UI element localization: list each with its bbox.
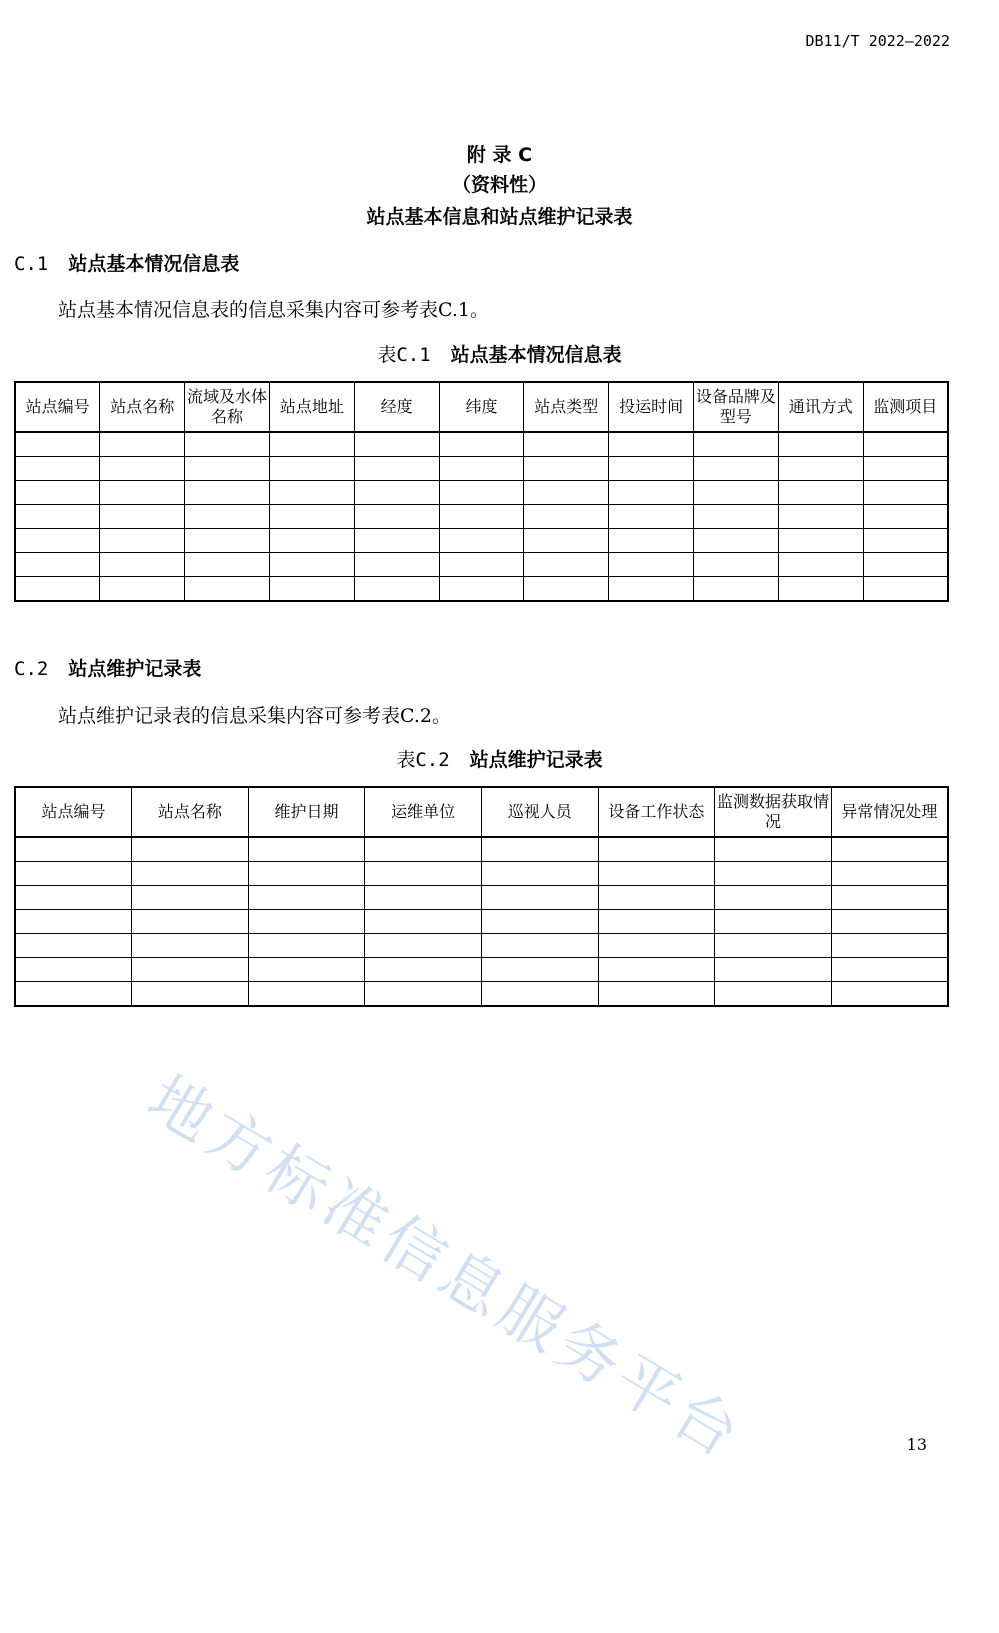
table-row [15, 529, 948, 553]
table-cell [185, 481, 270, 505]
table-cell [609, 432, 694, 457]
table-cell [715, 910, 832, 934]
table-cell [482, 886, 599, 910]
table-cell [185, 553, 270, 577]
table-cell [439, 481, 524, 505]
table-cell [15, 529, 100, 553]
table-cell [439, 529, 524, 553]
table-row [15, 910, 948, 934]
column-header: 监测项目 [863, 382, 948, 432]
table-cell [354, 505, 439, 529]
table-cell [863, 432, 948, 457]
column-header: 投运时间 [609, 382, 694, 432]
table-cell [365, 886, 482, 910]
column-header: 站点编号 [15, 382, 100, 432]
table-cell [248, 910, 365, 934]
table-cell [269, 457, 354, 481]
table-row [15, 577, 948, 602]
table-cell [482, 837, 599, 862]
table-cell [354, 432, 439, 457]
table-cell [609, 553, 694, 577]
page-number: 13 [906, 1435, 927, 1454]
table-cell [609, 457, 694, 481]
table-cell [248, 958, 365, 982]
table-cell [694, 481, 779, 505]
table-cell [831, 837, 948, 862]
table-cell [15, 432, 100, 457]
table-cell [609, 577, 694, 602]
table-cell [482, 910, 599, 934]
table-cell [269, 505, 354, 529]
column-header: 站点编号 [15, 787, 132, 837]
table-cell [15, 934, 132, 958]
table-cell [694, 553, 779, 577]
column-header: 运维单位 [365, 787, 482, 837]
table-cell [354, 529, 439, 553]
table-cell [598, 886, 715, 910]
table-cell [185, 457, 270, 481]
table-cell [694, 529, 779, 553]
table-cell [100, 432, 185, 457]
table-row [15, 982, 948, 1007]
table-cell [100, 457, 185, 481]
section-title: 站点维护记录表 [68, 658, 202, 680]
column-header: 异常情况处理 [831, 787, 948, 837]
section-number: C.1 [14, 253, 49, 275]
section-number: C.2 [14, 658, 49, 680]
table-cell [863, 553, 948, 577]
table-cell [831, 910, 948, 934]
column-header: 站点地址 [269, 382, 354, 432]
table-cell [365, 837, 482, 862]
table-title: 站点维护记录表 [469, 749, 603, 771]
column-header: 巡视人员 [482, 787, 599, 837]
table-cell [132, 934, 249, 958]
table-cell [831, 934, 948, 958]
table-cell [269, 577, 354, 602]
table-cell [132, 958, 249, 982]
table-cell [100, 577, 185, 602]
column-header: 监测数据获取情况 [715, 787, 832, 837]
section-paragraph-c1: 站点基本情况信息表的信息采集内容可参考表C.1。 [58, 299, 489, 321]
table-cell [15, 457, 100, 481]
table-cell [185, 529, 270, 553]
table-row [15, 934, 948, 958]
table-cell [269, 481, 354, 505]
section-paragraph-c2: 站点维护记录表的信息采集内容可参考表C.2。 [58, 705, 451, 727]
table-cell [439, 432, 524, 457]
table-cell [863, 505, 948, 529]
table-cell [524, 457, 609, 481]
table-cell [778, 577, 863, 602]
table-cell [524, 432, 609, 457]
table-cell [248, 862, 365, 886]
table-cell [354, 553, 439, 577]
table-cell [831, 886, 948, 910]
table-cell [132, 910, 249, 934]
table-cell [100, 529, 185, 553]
table-cell [354, 481, 439, 505]
table-cell [15, 982, 132, 1007]
table-cell [185, 432, 270, 457]
section-title: 站点基本情况信息表 [68, 253, 240, 275]
table-cell [778, 505, 863, 529]
table-cell [524, 505, 609, 529]
table-cell [524, 577, 609, 602]
table-code: 表C.2 [396, 749, 450, 771]
table-row [15, 432, 948, 457]
table-cell [524, 529, 609, 553]
table-cell [598, 910, 715, 934]
table-cell [482, 862, 599, 886]
table-cell [778, 481, 863, 505]
table-cell [354, 577, 439, 602]
table-cell [248, 886, 365, 910]
table-cell [694, 432, 779, 457]
site-info-table [14, 381, 949, 602]
document-code: DB11/T 2022—2022 [805, 32, 950, 50]
table-cell [863, 529, 948, 553]
table-cell [715, 862, 832, 886]
table-cell [269, 432, 354, 457]
table-cell [365, 982, 482, 1007]
table-cell [439, 457, 524, 481]
table-cell [365, 862, 482, 886]
site-maintenance-table [14, 786, 949, 1007]
table-cell [100, 481, 185, 505]
table-cell [524, 481, 609, 505]
column-header: 通讯方式 [778, 382, 863, 432]
table-cell [831, 958, 948, 982]
column-header: 站点类型 [524, 382, 609, 432]
column-header: 纬度 [439, 382, 524, 432]
table-cell [694, 457, 779, 481]
table-cell [248, 837, 365, 862]
column-header: 设备工作状态 [598, 787, 715, 837]
table-cell [132, 837, 249, 862]
table-cell [15, 505, 100, 529]
table-cell [715, 934, 832, 958]
table-cell [185, 577, 270, 602]
table-cell [269, 553, 354, 577]
table-cell [715, 837, 832, 862]
table-cell [132, 982, 249, 1007]
table-row [15, 457, 948, 481]
table-cell [694, 577, 779, 602]
table-cell [778, 553, 863, 577]
table-row [15, 553, 948, 577]
table-cell [609, 529, 694, 553]
table-cell [609, 481, 694, 505]
table-cell [100, 505, 185, 529]
table-cell [439, 577, 524, 602]
table-cell [778, 432, 863, 457]
table-row [15, 958, 948, 982]
section-heading-c2 [14, 654, 201, 681]
table-row [15, 837, 948, 862]
table-cell [482, 958, 599, 982]
table-cell [248, 934, 365, 958]
table-cell [132, 862, 249, 886]
table-row [15, 481, 948, 505]
table-cell [831, 862, 948, 886]
table-cell [778, 529, 863, 553]
table-row [15, 505, 948, 529]
table-cell [598, 862, 715, 886]
table-cell [15, 837, 132, 862]
column-header: 站点名称 [132, 787, 249, 837]
table-cell [715, 982, 832, 1007]
column-header: 站点名称 [100, 382, 185, 432]
table-cell [598, 982, 715, 1007]
table-row [15, 862, 948, 886]
table-cell [248, 982, 365, 1007]
table-cell [524, 553, 609, 577]
table-cell [15, 886, 132, 910]
table-cell [863, 457, 948, 481]
table-cell [15, 553, 100, 577]
table-cell [15, 862, 132, 886]
table-cell [482, 934, 599, 958]
table-cell [185, 505, 270, 529]
table-cell [778, 457, 863, 481]
column-header: 流域及水体名称 [185, 382, 270, 432]
table-row [15, 886, 948, 910]
column-header: 设备品牌及型号 [694, 382, 779, 432]
table-cell [715, 886, 832, 910]
table-cell [439, 505, 524, 529]
table-cell [269, 529, 354, 553]
table-cell [365, 910, 482, 934]
table-caption-c2 [0, 745, 999, 772]
table-cell [15, 481, 100, 505]
table-cell [863, 481, 948, 505]
column-header: 经度 [354, 382, 439, 432]
appendix-subtitle: 站点基本信息和站点维护记录表 [366, 206, 633, 228]
table-cell [15, 577, 100, 602]
table-cell [100, 553, 185, 577]
table-code: 表C.1 [377, 344, 431, 366]
table-cell [365, 958, 482, 982]
table-cell [365, 934, 482, 958]
table-cell [439, 553, 524, 577]
watermark: 地方标准信息服务平台 [135, 1061, 757, 1474]
table-cell [598, 934, 715, 958]
table-title: 站点基本情况信息表 [450, 344, 622, 366]
table-cell [15, 958, 132, 982]
table-cell [609, 505, 694, 529]
table-cell [354, 457, 439, 481]
appendix-title: 附 录 C [466, 144, 533, 166]
table-cell [132, 886, 249, 910]
table-cell [15, 910, 132, 934]
table-cell [482, 982, 599, 1007]
table-cell [715, 958, 832, 982]
table-cell [598, 958, 715, 982]
table-cell [598, 837, 715, 862]
table-caption-c1 [0, 340, 999, 367]
section-heading-c1 [14, 249, 239, 276]
table-cell [863, 577, 948, 602]
table-cell [694, 505, 779, 529]
column-header: 维护日期 [248, 787, 365, 837]
table-cell [831, 982, 948, 1007]
appendix-nature: （资料性） [451, 174, 547, 196]
